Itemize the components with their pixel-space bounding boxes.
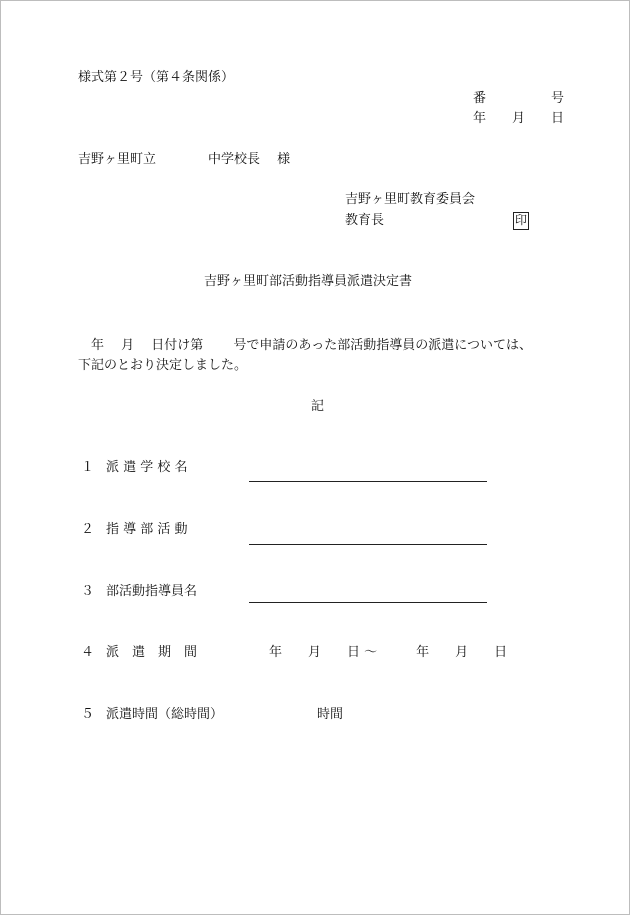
item-number: ２ [81, 522, 95, 537]
item-number: ３ [81, 584, 95, 599]
document-number-label: 番 号 [473, 91, 565, 106]
document-title: 吉野ヶ里町部活動指導員派遣決定書 [204, 274, 413, 289]
period-dates: 年 月 日 ～ 年 月 日 [269, 645, 508, 660]
document-date-label: 年 月 日 [473, 111, 565, 126]
body-text-line-1: 年 月 日付け第 号で申請のあった部活動指導員の派遣については、 [78, 338, 533, 353]
item-number: １ [81, 460, 95, 475]
body-text-line-2: 下記のとおり決定しました。 [78, 358, 248, 373]
ki-heading: 記 [311, 399, 325, 414]
item-number: ５ [81, 707, 95, 722]
item-number: ４ [81, 645, 95, 660]
issuer-organization: 吉野ヶ里町教育委員会 [345, 192, 476, 207]
item-label-instructor: 部活動指導員名 [106, 584, 198, 599]
item-label-hours: 派遣時間（総時間） [106, 707, 224, 722]
activity-blank-line [249, 544, 487, 545]
seal-mark: 印 [513, 212, 529, 230]
addressee: 吉野ヶ里町立 中学校長 様 [78, 152, 291, 167]
form-number: 様式第２号（第４条関係） [78, 70, 235, 85]
hours-unit: 時間 [317, 707, 344, 722]
school-name-blank-line [249, 481, 487, 482]
issuer-title: 教育長 [345, 213, 385, 228]
instructor-blank-line [249, 602, 487, 603]
item-label-period: 派 遣 期 間 [106, 645, 198, 660]
item-label-school: 派 遣 学 校 名 [106, 460, 188, 475]
item-label-activity: 指 導 部 活 動 [106, 522, 188, 537]
